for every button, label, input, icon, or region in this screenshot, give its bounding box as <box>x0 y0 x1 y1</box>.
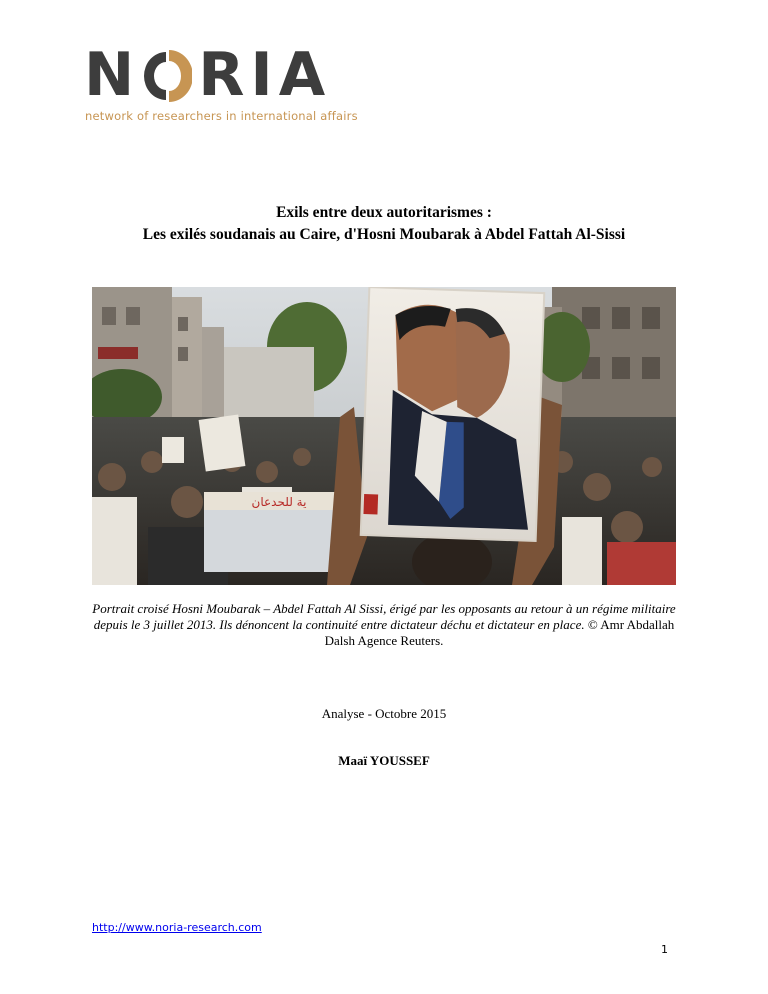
noria-logo <box>84 40 384 126</box>
logo-wordmark <box>84 40 332 110</box>
analysis-date: Analyse - Octobre 2015 <box>321 706 447 721</box>
banner-text: ية للحدعان <box>251 495 307 509</box>
website-link[interactable]: http://www.noria-research.com <box>92 921 262 934</box>
caption-text: Portrait croisé Hosni Moubarak – Abdel Fattah Al Sissi, érigé par les opposants au retour à un régime militaire depuis le 3 juillet 2013. Ils dénoncent la continuité entre dictateur déchu et dictateur en place. <box>92 601 676 632</box>
protest-photo-image <box>92 287 676 585</box>
page-number: 1 <box>661 943 668 956</box>
author-name: Maaï YOUSSEF <box>338 753 430 768</box>
photo-caption <box>90 601 678 649</box>
document-title <box>0 202 768 246</box>
logo-letter-r: R <box>198 40 251 110</box>
logo-o-icon <box>142 44 192 106</box>
logo-letter-n: N <box>84 40 141 110</box>
logo-tagline: network of researchers in international affairs <box>85 109 358 123</box>
logo-letter-i: I <box>250 40 279 110</box>
caption-credit: © Amr Abdallah Dalsh Agence Reuters. <box>324 617 675 648</box>
logo-letter-a: A <box>278 40 332 110</box>
title-line-2: Les exilés soudanais au Caire, d'Hosni Moubarak à Abdel Fattah Al-Sissi <box>142 226 626 243</box>
cover-photo <box>92 287 676 585</box>
title-line-1: Exils entre deux autoritarismes : <box>276 204 492 221</box>
